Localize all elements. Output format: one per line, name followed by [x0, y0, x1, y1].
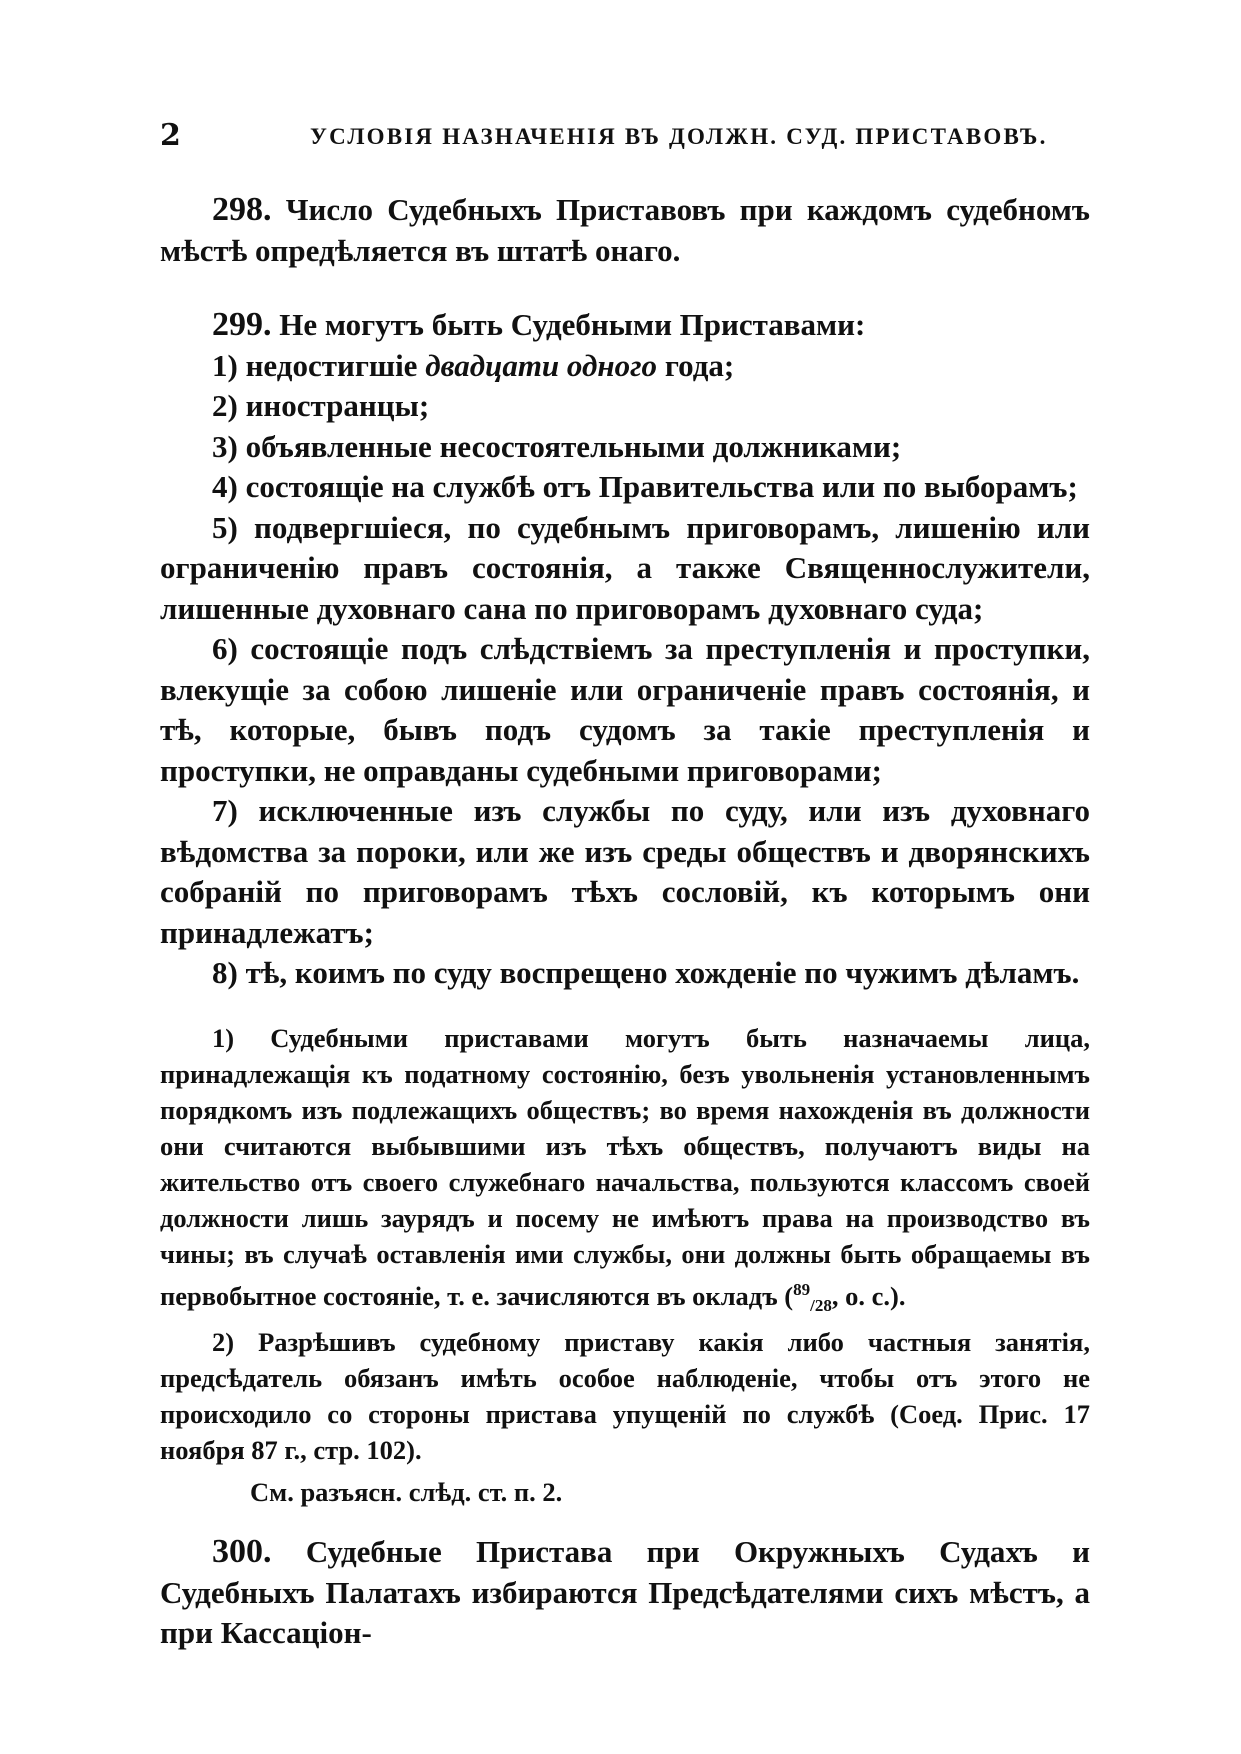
- list-item: 6) состоящіе подъ слѣдствіемъ за преступленія и проступки, влекущіе за собою лишеніе или ограниченіе правъ состоянія, и тѣ, которые, бывъ подъ судомъ за такіе преступленія и проступки, не оправданы судебными приговорами;: [160, 631, 1090, 788]
- article-299: [160, 305, 1090, 994]
- page-number: 2: [160, 118, 181, 153]
- list-item: 5) подвергшіеся, по судебнымъ приговорамъ, лишенію или ограниченію правъ состоянія, а также Священнослужители, лишенные духовнаго сана по приговорамъ духовнаго суда;: [160, 509, 1090, 626]
- note-2: 2) Разрѣшивъ судебному приставу какія либо частныя занятія, предсѣдатель обязанъ имѣть особое наблюденіе, чтобы отъ этого не происходило со стороны пристава упущеній по службѣ (Соед. Прис. 17 ноября 87 г., стр. 102).: [160, 1327, 1090, 1466]
- cross-reference: См. разъясн. слѣд. ст. п. 2.: [250, 1477, 563, 1508]
- item-emphasis: двадцати одного: [425, 347, 658, 383]
- list-item: 2) иностранцы;: [212, 388, 430, 423]
- page-header: [160, 118, 1090, 158]
- article-300: [160, 1532, 1090, 1654]
- note-text: 1) Судебными приставами могутъ быть назначаемы лица, принадлежащія къ податному состоянію, безъ увольненія установленнымъ порядкомъ изъ подлежащихъ обществъ; во время нахожденія въ должности они считаются выбывшими изъ тѣхъ обществъ, получаютъ виды на жительство отъ своего служебнаго начальства, пользуются классомъ своей должности лишь заурядъ и посему не имѣютъ права на производство въ чины; въ случаѣ оставленія ими службы, они должны быть обращаемы въ первобытное состояніе, т. е. зачисляются въ окладъ (: [160, 1023, 1090, 1311]
- list-item: 8) тѣ, коимъ по суду воспрещено хожденіе по чужимъ дѣламъ.: [212, 955, 1080, 990]
- list-item: 7) исключенные изъ службы по суду, или изъ духовнаго вѣдомства за пороки, или же изъ среды обществъ и дворянскихъ собраній по приговорамъ тѣхъ сословій, къ которымъ они принадлежатъ;: [160, 793, 1090, 950]
- article-text: Судебные Пристава при Окружныхъ Судахъ и Судебныхъ Палатахъ избираются Предсѣдателями сихъ мѣстъ, а при Кассаціон-: [160, 1534, 1090, 1650]
- article-number: 300.: [212, 1533, 272, 1570]
- note-text: , о. с.).: [831, 1280, 906, 1311]
- item-text: года;: [664, 347, 735, 383]
- article-number: 298.: [212, 191, 272, 228]
- article-text: Число Судебныхъ Приставовъ при каждомъ судебномъ мѣстѣ опредѣляется въ штатѣ онаго.: [160, 192, 1090, 268]
- note-1: [160, 1020, 1090, 1324]
- note-subscript: /28: [810, 1296, 832, 1316]
- footnotes: [160, 1020, 1090, 1510]
- running-head: УСЛОВІЯ НАЗНАЧЕНІЯ ВЪ ДОЛЖН. СУД. ПРИСТАВОВЪ.: [310, 124, 1048, 149]
- item-text: 1) недостигшіе: [212, 347, 418, 383]
- list-item: [160, 346, 1090, 387]
- article-298: [160, 190, 1090, 271]
- article-number: 299.: [212, 306, 272, 343]
- note-superscript: 89: [793, 1280, 811, 1299]
- list-item: 3) объявленные несостоятельными должниками;: [212, 428, 902, 464]
- article-intro: Не могутъ быть Судебными Приставами:: [279, 307, 866, 342]
- list-item: 4) состоящіе на службѣ отъ Правительства или по выборамъ;: [212, 469, 1078, 504]
